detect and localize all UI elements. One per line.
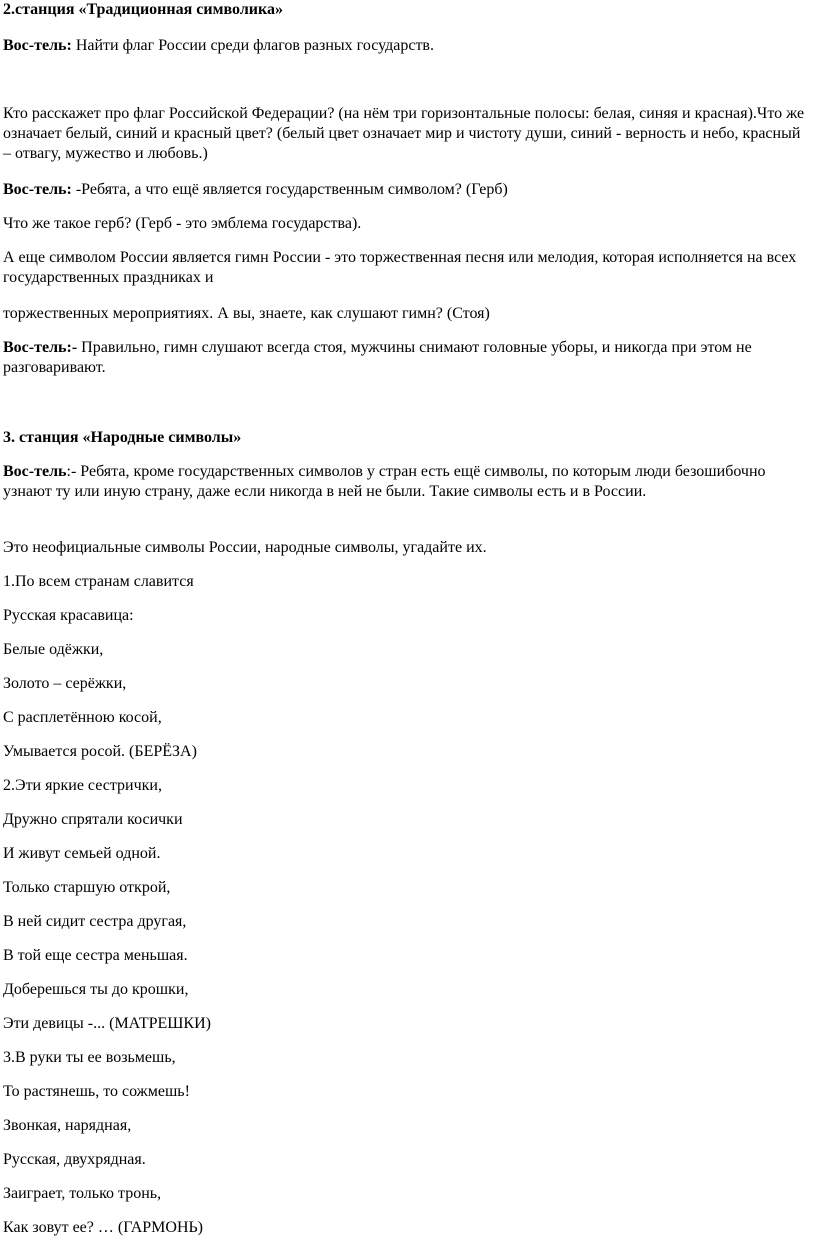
riddle-line: Дружно спрятали косички [3, 811, 183, 828]
paragraph-anthem-answer [3, 338, 811, 378]
riddle-line: И живут семьей одной. [3, 845, 161, 862]
riddle-line: Только старшую открой, [3, 879, 171, 896]
speaker-label: Вос-тель: [3, 37, 72, 54]
riddle-line: В ней сидит сестра другая, [3, 913, 187, 930]
speaker-label: Вос-тель: [3, 181, 72, 198]
paragraph-folk-task: Это неофициальные символы России, народные символы, угадайте их. [3, 539, 487, 556]
riddle-line: Доберешься ты до крошки, [3, 981, 189, 998]
paragraph-text: Найти флаг России среди флагов разных государств. [71, 37, 434, 54]
riddle-line: То растянешь, то сожмешь! [3, 1083, 190, 1100]
section-2-heading: 2.станция «Традиционная символика» [3, 1, 283, 18]
riddle-line: Русская, двухрядная. [3, 1151, 146, 1168]
riddle-line: 1.По всем странам славится [3, 573, 194, 590]
paragraph-text: :- Ребята, кроме государственных символов у стран есть ещё символы, по которым люди безошибочно узнают ту или иную страну, даже если никогда в ней не были. Такие символы есть и в России. [3, 463, 766, 500]
riddle-line: Звонкая, нарядная, [3, 1117, 132, 1134]
riddle-line: Эти девицы -... (МАТРЕШКИ) [3, 1015, 211, 1032]
paragraph-flag-question: Кто расскажет про флаг Российской Федерации? (на нём три горизонтальные полосы: белая, синяя и красная).Что же означает белый, синий и красный цвет? (белый цвет означает мир и чистоту души, синий - верность и небо, красный – отвагу, мужество и любовь.) [3, 105, 805, 162]
riddle-line: 2.Эти яркие сестрички, [3, 777, 162, 794]
paragraph-anthem-2: торжественных мероприятиях. А вы, знаете, как слушают гимн? (Стоя) [3, 305, 490, 322]
paragraph-flag-task [3, 36, 811, 56]
riddle-line: Белые одёжки, [3, 641, 104, 658]
riddle-line: Умывается росой. (БЕРЁЗА) [3, 743, 197, 760]
section-3-heading: 3. станция «Народные символы» [3, 429, 242, 446]
riddle-line: Как зовут ее? … (ГАРМОНЬ) [3, 1219, 204, 1236]
riddle-line: Заиграет, только тронь, [3, 1185, 162, 1202]
paragraph-folk-intro [3, 462, 811, 502]
paragraph-text: Правильно, гимн слушают всегда стоя, мужчины снимают головные уборы, и никогда при этом не разговаривают. [3, 339, 752, 376]
riddle-line: Золото – серёжки, [3, 675, 127, 692]
paragraph-symbol-question [3, 180, 811, 200]
speaker-label: Вос-тель [3, 463, 67, 480]
paragraph-text: -Ребята, а что ещё является государственным символом? (Герб) [71, 181, 508, 198]
riddle-line: С расплетённою косой, [3, 709, 162, 726]
paragraph-coat-question: Что же такое герб? (Герб - это эмблема государства). [3, 215, 362, 232]
speaker-label: Вос-тель:- [3, 339, 78, 356]
riddle-line: Русская красавица: [3, 607, 134, 624]
riddle-line: В той еще сестра меньшая. [3, 947, 188, 964]
paragraph-anthem-1: А еще символом России является гимн России - это торжественная песня или мелодия, которая исполняется на всех государственных праздниках и [3, 249, 797, 286]
riddle-line: 3.В руки ты ее возьмешь, [3, 1049, 176, 1066]
